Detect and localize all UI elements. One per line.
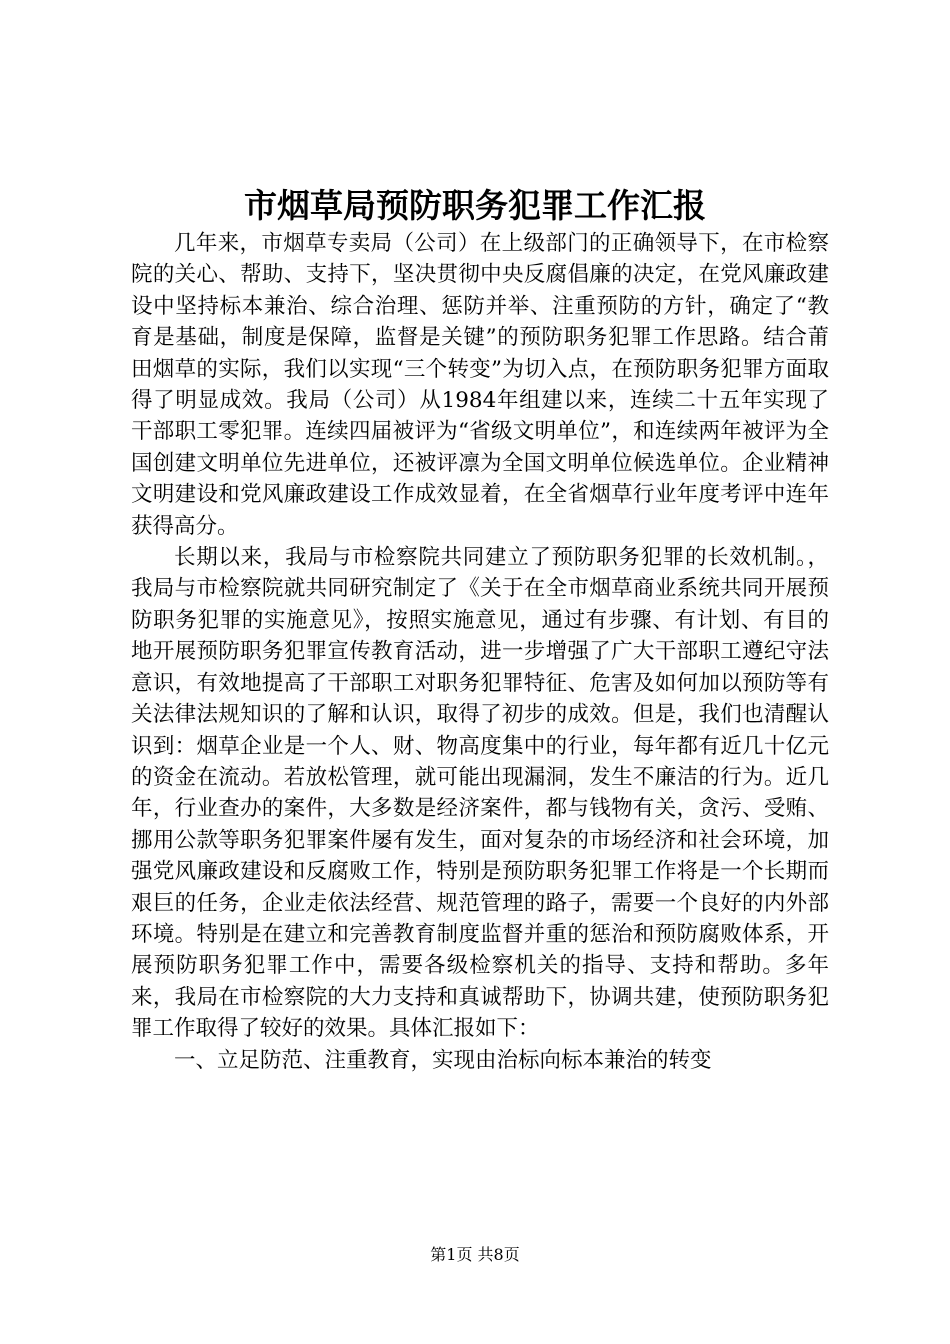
page-number-footer: 第1页 共8页 — [430, 1245, 520, 1264]
paragraph-mechanism: 长期以来，我局与市检察院共同建立了预防职务犯罪的长效机制。，我局与市检察院就共同研究制定了《关于在全市烟草商业系统共同开展预防职务犯罪的实施意见》，按照实施意见，通过有步骤、有计划、有目的地开展预防职务犯罪宣传教育活动，进一步增强了广大干部职工遵纪守法意识，有效地提高了干部职工对职务犯罪特征、危害及如何加以预防等有关法律法规知识的了解和认识，取得了初步的成效。但是，我们也清醒认识到：烟草企业是一个人、财、物高度集中的行业，每年都有近几十亿元的资金在流动。若放松管理，就可能出现漏洞，发生不廉洁的行为。近几年，行业查办的案件，大多数是经济案件，都与钱物有关，贪污、受贿、挪用公款等职务犯罪案件屡有发生，面对复杂的市场经济和社会环境，加强党风廉政建设和反腐败工作，特别是预防职务犯罪工作将是一个长期而艰巨的任务，企业走依法经营、规范管理的路子，需要一个良好的内外部环境。特别是在建立和完善教育制度监督并重的惩治和预防腐败体系，开展预防职务犯罪工作中，需要各级检察机关的指导、支持和帮助。多年来，我局在市检察院的大力支持和真诚帮助下，协调共建，使预防职务犯罪工作取得了较好的效果。具体汇报如下： — [131, 545, 829, 1042]
document-body — [131, 228, 829, 1076]
paragraph-intro: 几年来，市烟草专卖局（公司）在上级部门的正确领导下，在市检察院的关心、帮助、支持下，坚决贯彻中央反腐倡廉的决定，在党风廉政建设中坚持标本兼治、综合治理、惩防并举、注重预防的方针，确定了“教育是基础，制度是保障，监督是关键”的预防职务犯罪工作思路。结合莆田烟草的实际，我们以实现“三个转变”为切入点，在预防职务犯罪方面取得了明显成效。我局（公司）从1984年组建以来，连续二十五年实现了干部职工零犯罪。连续四届被评为“省级文明单位”，和连续两年被评为全国创建文明单位先进单位，还被评凛为全国文明单位候选单位。企业精神文明建设和党风廉政建设工作成效显着，在全省烟草行业年度考评中连年获得高分。 — [131, 231, 829, 539]
document-title: 市烟草局预防职务犯罪工作汇报 — [244, 186, 706, 225]
section-heading: 一、立足防范、注重教育，实现由治标向标本兼治的转变 — [174, 1047, 712, 1073]
